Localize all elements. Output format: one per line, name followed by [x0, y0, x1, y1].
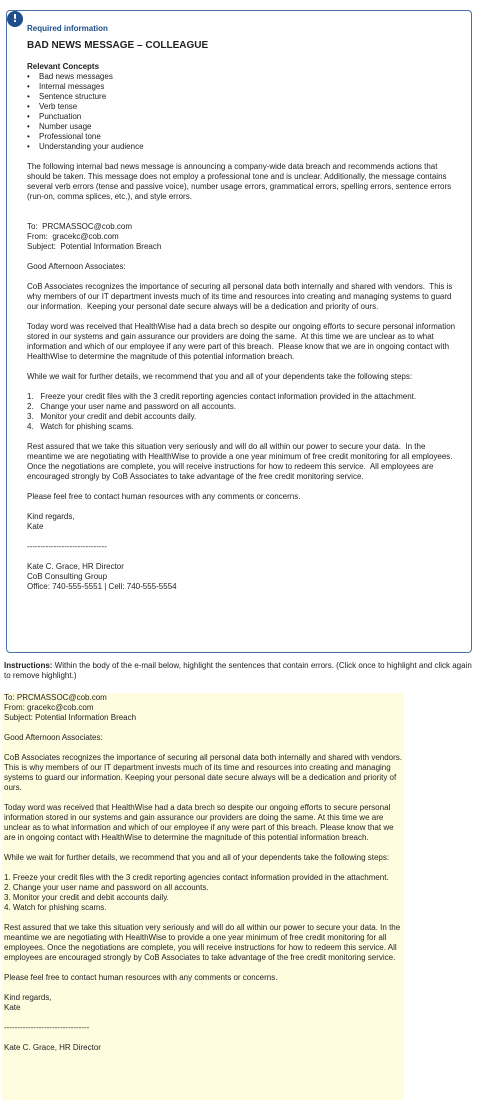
step-item[interactable]: 3. Monitor your credit and debit accounts daily. — [4, 893, 169, 902]
list-item: • Punctuation — [39, 112, 459, 122]
required-label: Required information — [27, 24, 108, 33]
list-item: • Verb tense — [39, 102, 459, 112]
email-paragraph[interactable]: While we wait for further details, we recommend that you and all of your dependents take the following steps: — [4, 853, 390, 862]
email-sign-name[interactable]: Kate — [4, 1003, 21, 1012]
email-to[interactable]: To: PRCMASSOC@cob.com — [4, 693, 107, 702]
signature-line[interactable]: Kate C. Grace, HR Director — [4, 1043, 101, 1052]
list-item: • Number usage — [39, 122, 459, 132]
list-item: • Understanding your audience — [39, 142, 459, 152]
required-info-card — [6, 10, 472, 653]
email-from: From: gracekc@cob.com — [27, 232, 119, 241]
step-item: 4. Watch for phishing scams. — [27, 422, 134, 431]
email-paragraph: CoB Associates recognizes the importance of securing all personal data both internally and shared with vendors. This is why members of our IT department invests much of its time and resources into creating and managing systems to guard our information. Keeping your personal date secure always will be a dedication and priority of ours. — [27, 282, 455, 311]
email-paragraph[interactable]: Rest assured that we take this situation very seriously and will do all within our power to secure your data. In the meantime we are negotiating with HealthWise to provide a one year minimum of free credit monitoring for all employees. Once the negotiations are complete, you will receive instructions for how to redeem this service. All employees are encouraged strongly by CoB Associates to take advantage of the free credit monitoring service. — [4, 923, 403, 962]
email-paragraph: Rest assured that we take this situation very seriously and will do all within our power to secure your data. In the meantime we are negotiating with HealthWise to provide a one year minimum of free credit monitoring for all employees. Once the negotiations are complete, you will receive instructions for how to redeem this service. All employees are encouraged strongly by CoB Associates to take advantage of the free credit monitoring service. — [27, 442, 457, 481]
concepts-list — [27, 72, 459, 152]
email-paragraph: Today word was received that HealthWise had a data brech so despite our ongoing efforts to secure personal information stored in our systems and gain assurance our providers are doing the same. At this time we are unclear as to what information and which of our employee if any were part of this breach. Please know that we are in ongoing contact with HealthWise to determine the magnitude of this potential information breach. — [27, 322, 458, 361]
list-item: • Professional tone — [39, 132, 459, 142]
email-paragraph[interactable]: Please feel free to contact human resources with any comments or concerns. — [4, 973, 278, 982]
signature-line: Kate C. Grace, HR Director — [27, 562, 124, 571]
email-paragraph: Please feel free to contact human resources with any comments or concerns. — [27, 492, 301, 501]
signature-line: CoB Consulting Group — [27, 572, 108, 581]
email-closing: Kind regards, — [27, 512, 75, 521]
email-paragraph[interactable]: Today word was received that HealthWise had a data brech so despite our ongoing efforts to secure personal information stored in our systems and gain assurance our providers are doing the same. At this time we are unclear as to what information and which of our employee if any were part of this breach. Please know that we are in ongoing contact with HealthWise to determine the magnitude of this potential information breach. — [4, 803, 396, 842]
list-item: • Bad news messages — [39, 72, 459, 82]
signature-line: Office: 740-555-5551 | Cell: 740-555-5554 — [27, 582, 177, 591]
email-closing[interactable]: Kind regards, — [4, 993, 52, 1002]
email-sign-name: Kate — [27, 522, 44, 531]
email-paragraph: While we wait for further details, we recommend that you and all of your dependents take the following steps: — [27, 372, 413, 381]
instructions — [4, 661, 474, 681]
concepts-heading: Relevant Concepts — [27, 62, 100, 71]
email-subject: Subject: Potential Information Breach — [27, 242, 162, 251]
email-from[interactable]: From: gracekc@cob.com — [4, 703, 94, 712]
email-paragraph[interactable]: CoB Associates recognizes the importance of securing all personal data both internally and shared with vendors. This is why members of our IT department invests much of its time and resources into creating and managing systems to guard our information. Keeping your personal date secure always will be a dedication and priority of ours. — [4, 753, 404, 792]
list-item: • Sentence structure — [39, 92, 459, 102]
email-greeting: Good Afternoon Associates: — [27, 262, 126, 271]
card-title: BAD NEWS MESSAGE – COLLEAGUE — [27, 40, 209, 51]
step-item[interactable]: 4. Watch for phishing scams. — [4, 903, 107, 912]
card-content — [27, 24, 459, 592]
alert-icon: ! — [7, 11, 23, 27]
highlightable-email-body[interactable] — [2, 693, 404, 1100]
step-item[interactable]: 1. Freeze your credit files with the 3 credit reporting agencies contact information provided in the attachment. — [4, 873, 389, 882]
email-subject[interactable]: Subject: Potential Information Breach — [4, 713, 137, 722]
intro-text: The following internal bad news message is announcing a company-wide data breach and recommends actions that should be taken. This message does not employ a professional tone and is unclear. Additionally, the message contains several verb errors (tense and passive voice), number usage errors, grammatical errors, spelling errors, sentence errors (run-on, comma splices, etc.), and style errors. — [27, 162, 454, 201]
instructions-text: Within the body of the e-mail below, highlight the sentences that contain errors. (Click once to highlight and click again to remove highlight.) — [4, 661, 472, 680]
step-item[interactable]: 2. Change your user name and password on all accounts. — [4, 883, 209, 892]
email-greeting[interactable]: Good Afternoon Associates: — [4, 733, 103, 742]
signature-divider: -------------------------------- — [4, 1023, 90, 1032]
instructions-label: Instructions: — [4, 661, 53, 670]
list-item: • Internal messages — [39, 82, 459, 92]
signature-divider: ------------------------------ — [27, 542, 107, 551]
step-item: 2. Change your user name and password on all accounts. — [27, 402, 237, 411]
step-item: 1. Freeze your credit files with the 3 credit reporting agencies contact information provided in the attachment. — [27, 392, 417, 401]
email-to: To: PRCMASSOC@cob.com — [27, 222, 133, 231]
step-item: 3. Monitor your credit and debit accounts daily. — [27, 412, 197, 421]
